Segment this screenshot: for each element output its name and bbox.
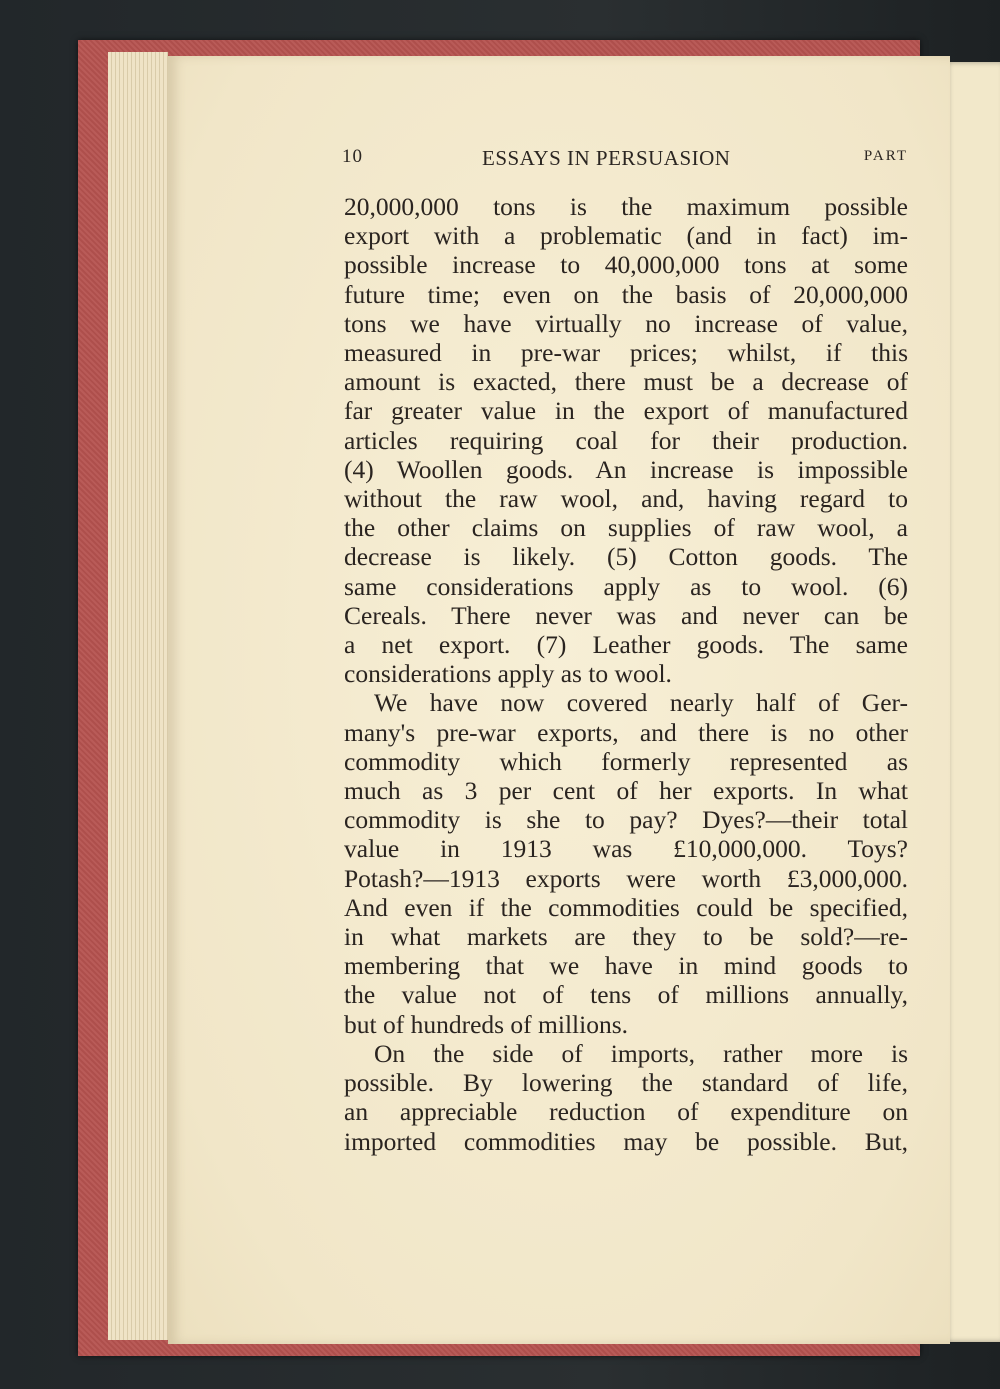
text-line: Potash?—1913 exports were worth £3,000,000.	[344, 863, 908, 893]
text-line: measured in pre-war prices; whilst, if this	[344, 338, 908, 368]
text-line: considerations apply as to wool.	[344, 659, 672, 689]
text-line: many's pre-war exports, and there is no other	[344, 717, 908, 747]
text-line: imported commodities may be possible. But,	[344, 1126, 908, 1156]
text-line: membering that we have in mind goods to	[344, 951, 908, 981]
text-line: possible. By lowering the standard of life,	[344, 1068, 908, 1098]
facing-page-edge	[944, 62, 1000, 1342]
text-line: On the side of imports, rather more is	[374, 1038, 908, 1068]
text-line: decrease is likely. (5) Cotton goods. The	[344, 542, 908, 572]
page-number: 10	[342, 146, 363, 167]
text-line: commodity which formerly represented as	[344, 746, 908, 776]
text-line: amount is exacted, there must be a decrease of	[344, 367, 908, 397]
text-line: in what markets are they to be sold?—re-	[344, 922, 908, 952]
running-title: ESSAYS IN PERSUASION	[482, 146, 731, 170]
text-line: tons we have virtually no increase of value,	[344, 308, 908, 338]
text-line: future time; even on the basis of 20,000,000	[344, 279, 908, 309]
page-edges	[108, 52, 168, 1340]
text-line: a net export. (7) Leather goods. The same	[344, 630, 908, 660]
text-line: possible increase to 40,000,000 tons at some	[344, 250, 908, 280]
text-line: the value not of tens of millions annually,	[344, 980, 908, 1010]
text-line: much as 3 per cent of her exports. In what	[344, 776, 908, 806]
text-line: export with a problematic (and in fact) im-	[344, 221, 908, 251]
running-header	[342, 146, 908, 176]
text-line: an appreciable reduction of expenditure on	[344, 1097, 908, 1127]
body-text	[344, 192, 908, 1156]
text-line: but of hundreds of millions.	[344, 1009, 629, 1039]
text-line: And even if the commodities could be specified,	[344, 892, 908, 922]
part-label: PART	[863, 148, 908, 164]
text-line: value in 1913 was £10,000,000. Toys?	[344, 834, 908, 864]
text-line: the other claims on supplies of raw wool, a	[344, 513, 908, 543]
text-line: commodity is she to pay? Dyes?—their total	[344, 805, 908, 835]
text-line: 20,000,000 tons is the maximum possible	[344, 192, 908, 221]
text-line: without the raw wool, and, having regard to	[344, 484, 908, 514]
text-line: (4) Woollen goods. An increase is impossible	[344, 454, 908, 484]
text-line: far greater value in the export of manufactured	[344, 396, 908, 426]
text-line: Cereals. There never was and never can be	[344, 600, 908, 630]
text-line: We have now covered nearly half of Ger-	[374, 688, 908, 718]
text-line: articles requiring coal for their production.	[344, 425, 908, 455]
text-line: same considerations apply as to wool. (6)	[344, 571, 908, 601]
